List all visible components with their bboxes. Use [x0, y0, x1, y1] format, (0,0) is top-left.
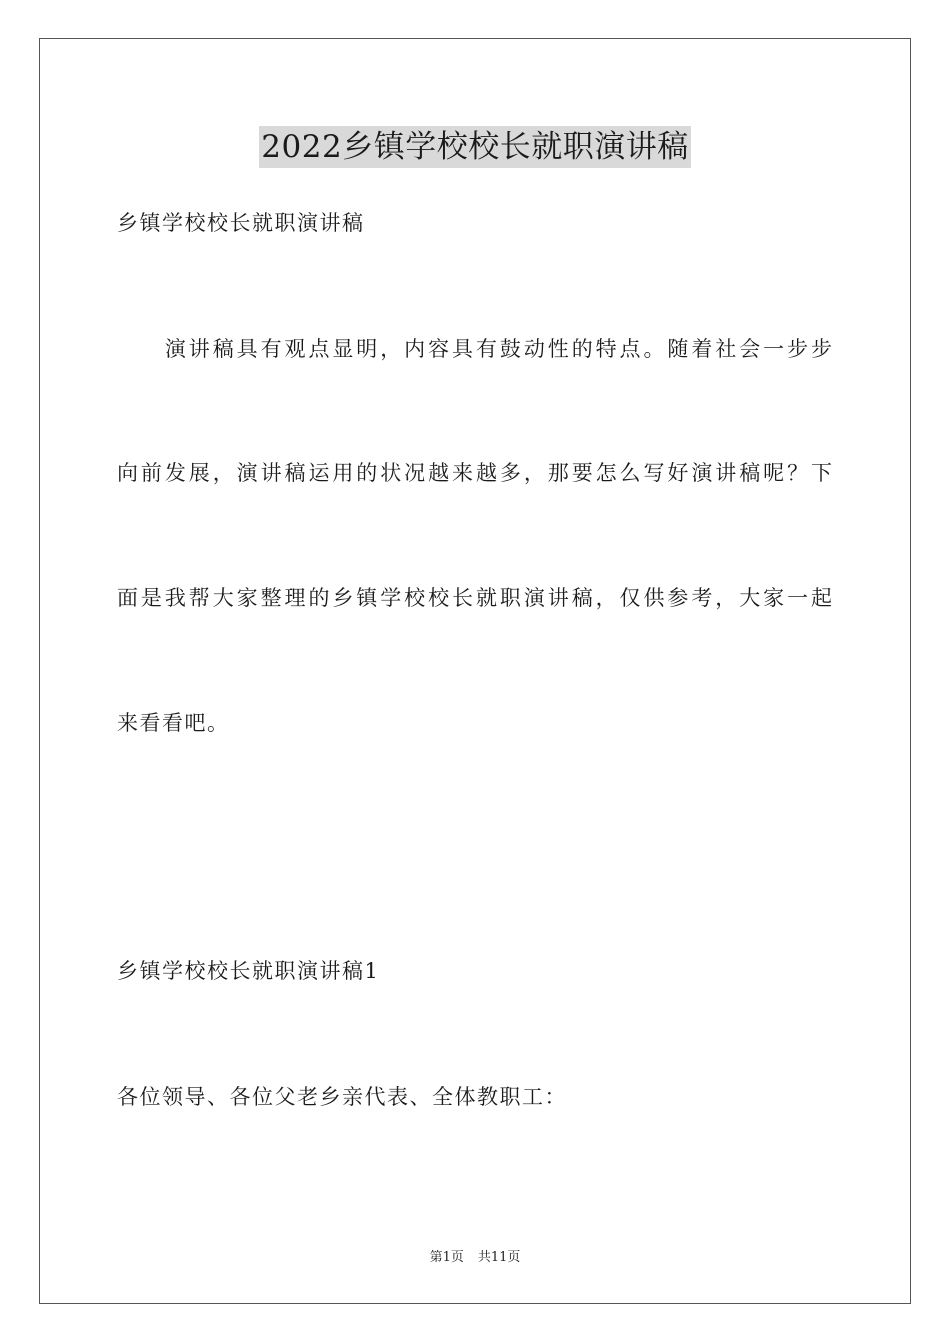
document-title-text: 2022乡镇学校校长就职演讲稿	[259, 126, 690, 168]
document-subtitle: 乡镇学校校长就职演讲稿	[117, 211, 365, 235]
section-heading: 乡镇学校校长就职演讲稿1	[117, 959, 380, 983]
page-footer	[0, 1246, 950, 1265]
salutation: 各位领导、各位父老乡亲代表、全体教职工：	[117, 1085, 567, 1109]
intro-line-4: 来看看吧。	[117, 711, 230, 735]
intro-line-3: 面是我帮大家整理的乡镇学校校长就职演讲稿，仅供参考，大家一起	[117, 586, 832, 610]
document-title	[0, 126, 950, 168]
page-total: 共11页	[477, 1250, 521, 1265]
page-number: 第1页	[429, 1250, 464, 1265]
intro-line-2: 向前发展，演讲稿运用的状况越来越多，那要怎么写好演讲稿呢？下	[117, 461, 832, 485]
intro-line-1: 演讲稿具有观点显明，内容具有鼓动性的特点。随着社会一步步	[117, 337, 832, 361]
